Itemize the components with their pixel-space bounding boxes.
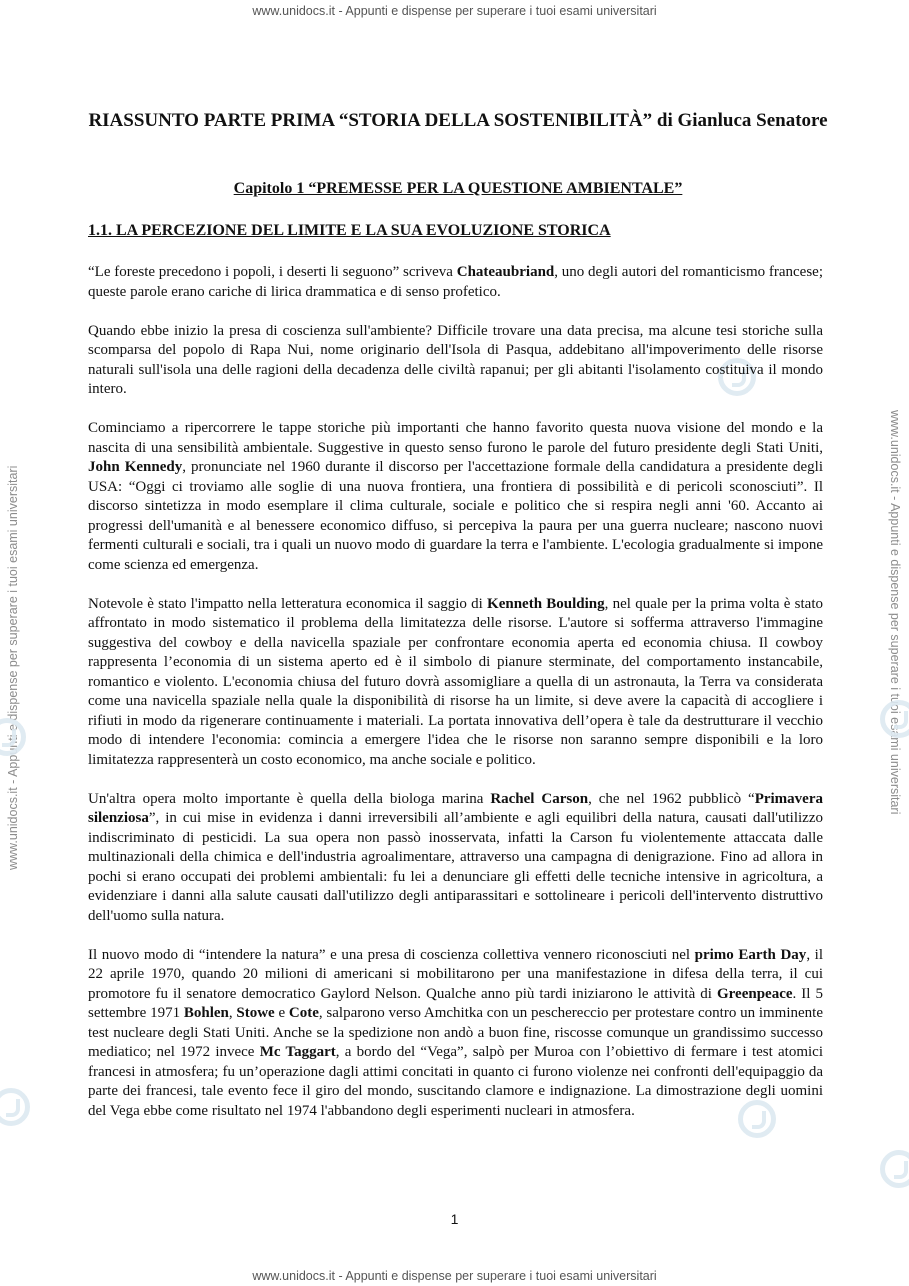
section-heading: 1.1. LA PERCEZIONE DEL LIMITE E LA SUA EVOLUZIONE STORICA [88, 222, 611, 239]
paragraph [88, 946, 823, 1122]
text-run: , nel quale per la prima volta è stato affrontato in modo sistematico il problema della limitatezza delle risorse. L'autore si sofferma attraverso l'immagine suggestiva del cowboy e della navicella spaziale per confrontare economia aperta ed economia chiusa. Il cowboy rappresenta l’economia di un sistema aperto ed è il simbolo di pianure sterminate, del comportamento instancabile, romantico e violento. L'economia chiusa del futuro dovrà assomigliare a quella di un astronauta, la Terra va considerata come una navicella spaziale nella quale la disponibilità di risorse ha un limite, si deve avere la capacità di accogliere i rifiuti in modo da rigenerare continuamente i materiali. La portata innovativa dell’opera è tale da destrutturare il vecchio modo di intendere l'economia: comincia a emergere l'idea che le risorse non saranno sempre disponibili e la loro limitatezza rappresenterà un costo economico, ma anche sociale e politico. [88, 595, 823, 768]
text-run: , salparono verso Amchitka con un peschereccio per protestare contro un imminente test nucleare degli Stati Uniti. Anche se la spedizione non andò a buon fine, riscosse comunque un grandissimo successo mediatico; nel 1972 invece [88, 1005, 824, 1060]
bold-text: Primavera silenziosa [88, 790, 823, 826]
paragraph [88, 790, 823, 927]
text-run: . Il 5 settembre 1971 [88, 985, 824, 1021]
text-run: , che nel 1962 pubblicò “ [588, 790, 755, 807]
bold-text: Bohlen [183, 1005, 229, 1021]
document-title: RIASSUNTO PARTE PRIMA “STORIA DELLA SOSTENIBILITÀ” di Gianluca Senatore [88, 110, 828, 131]
unidocs-logo-icon [0, 1088, 30, 1126]
text-run: , a bordo del “Vega”, salpò per Muroa con l’obiettivo di fermare i test atomici francesi in atmosfera; fu un’operazione dagli attimi concitati in quanto ci furono violenze nei confronti dell'equipaggio da parte dei francesi, tale evento fece il giro del mondo, suscitando clamore e indignazione. La dimostrazione degli uomini del Vega ebbe come risultato nel 1974 l'abbandono degli esperimenti nucleari in atmosfera. [88, 1044, 823, 1119]
bold-text: Mc Taggart [259, 1044, 336, 1060]
chapter-heading: Capitolo 1 “PREMESSE PER LA QUESTIONE AMBIENTALE” [233, 180, 683, 197]
text-run: Un'altra opera molto importante è quella della biologa marina [88, 790, 491, 807]
text-run: , [228, 1005, 237, 1021]
bold-text: Stowe [236, 1005, 275, 1021]
text-run: Quando ebbe inizio la presa di coscienza sull'ambiente? Difficile trovare una data precisa, ma alcune tesi storiche sulla scomparsa del popolo di Rapa Nui, nome originario dell'Isola di Pasqua, addebitano all'impoverimento delle risorse naturali sull'isola una delle ragioni della decadenza delle civiltà rapanui; per gli abitanti l'isolamento costituiva il mondo intero. [88, 322, 823, 397]
text-run: ”, in cui mise in evidenza i danni irreversibili all’ambiente e agli equilibri della natura, causati dall'utilizzo indiscriminato di pesticidi. La sua opera non passò inosservata, infatti la Carson fu violentemente attaccata dalle multinazionali della chimica e dell'industria agroalimentare, attraverso una campagna di denigrazione. Fino ad allora in pochi si erano occupati dei problemi ambientali: fu lei a denunciare gli effetti delle tecniche intensive in agricoltura, a evidenziare i danni alla salute causati dall'utilizzo degli antiparassitari e sottolineare i pericoli dell'intervento distruttivo dell'uomo sulla natura. [88, 810, 823, 924]
bold-text: primo Earth Day [694, 946, 807, 963]
paragraph [88, 263, 823, 302]
text-run: “Le foreste precedono i popoli, i deserti li seguono” scriveva [88, 264, 457, 280]
paragraph [88, 419, 823, 575]
bold-text: Rachel Carson [490, 790, 589, 807]
text-run: e [274, 1005, 289, 1021]
document-body [88, 263, 823, 1141]
unidocs-logo-icon [0, 718, 26, 756]
paragraph [88, 322, 823, 400]
bold-text: Chateaubriand [456, 264, 555, 280]
bold-text: John Kennedy [88, 459, 183, 475]
text-run: Cominciamo a ripercorrere le tappe storiche più importanti che hanno favorito questa nuova visione del mondo e la nascita di una sensibilità ambientale. Suggestive in questo senso furono le parole del futuro presidente degli Stati Uniti, [88, 420, 823, 456]
text-run: Il nuovo modo di “intendere la natura” e una presa di coscienza collettiva vennero riconosciuti nel [88, 946, 695, 963]
text-run: , uno degli autori del romanticismo francese; queste parole erano cariche di lirica drammatica e di senso profetico. [88, 264, 823, 300]
text-run: , pronunciate nel 1960 durante il discorso per l'accettazione formale della candidatura a presidente degli USA: “Oggi ci troviamo alle soglie di una nuova frontiera, una frontiera di possibilità e di pericoli sconosciuti”. Il discorso sintetizza in modo esemplare il clima culturale, sociale e politico che si respira negli anni '60. Accanto ai progressi dell'umanità e al benessere economico diffuso, si percepiva la paura per una guerra nucleare; nascono nuovi fermenti culturali e sociali, tra i quali un nuovo modo di guardare la terra e l'ambiente. L'ecologia gradualmente si impone come scienza ed emergenza. [88, 459, 824, 573]
watermark-top: www.unidocs.it - Appunti e dispense per superare i tuoi esami universitari [252, 4, 657, 18]
watermark-left: www.unidocs.it - Appunti e dispense per superare i tuoi esami universitari [6, 465, 20, 870]
watermark-right: www.unidocs.it - Appunti e dispense per superare i tuoi esami universitari [888, 410, 902, 815]
unidocs-logo-icon [880, 700, 909, 738]
watermark-bottom: www.unidocs.it - Appunti e dispense per superare i tuoi esami universitari [252, 1269, 657, 1283]
bold-text: Cote [288, 1005, 319, 1021]
bold-text: Greenpeace [717, 985, 793, 1002]
text-run: , il 22 aprile 1970, quando 20 milioni di americani si mobilitarono per una manifestazione in difesa della terra, il cui promotore fu il senatore democratico Gaylord Nelson. Qualche anno più tardi iniziarono le attività di [88, 946, 823, 1002]
paragraph [88, 595, 823, 771]
unidocs-logo-icon [880, 1150, 909, 1188]
page-number: 1 [450, 1211, 459, 1227]
bold-text: Kenneth Boulding [487, 595, 605, 612]
text-run: Notevole è stato l'impatto nella letteratura economica il saggio di [88, 595, 488, 612]
